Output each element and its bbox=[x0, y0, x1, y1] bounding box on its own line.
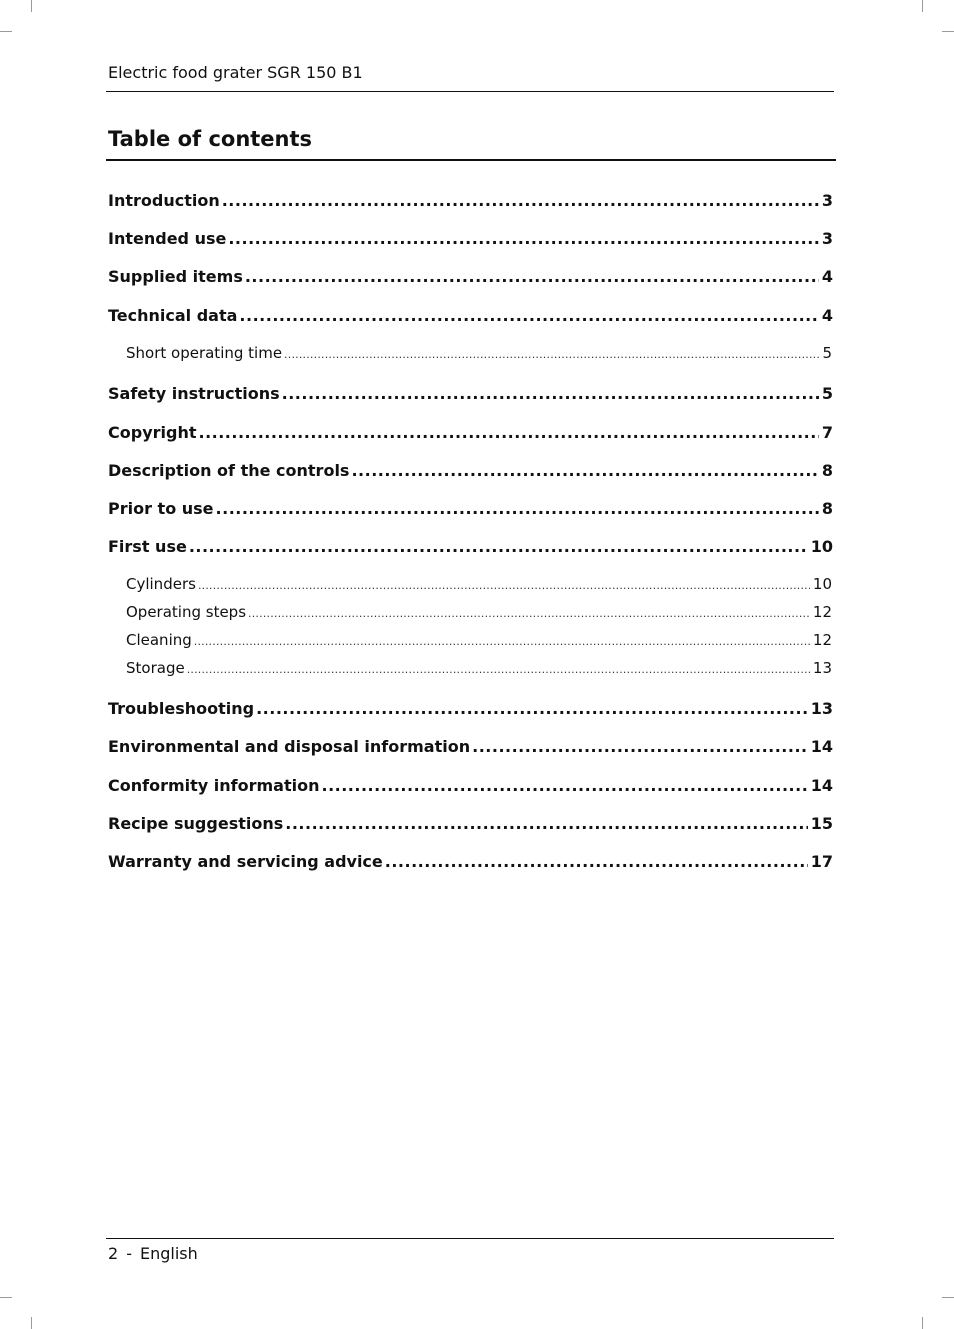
toc-leader-dots bbox=[239, 305, 818, 327]
toc-entry-page: 5 bbox=[822, 344, 832, 362]
toc-leader-dots bbox=[282, 383, 819, 405]
toc-entry[interactable] bbox=[108, 228, 833, 250]
toc-entry[interactable] bbox=[108, 536, 833, 558]
toc-leader-dots bbox=[256, 698, 808, 720]
toc-subentry[interactable] bbox=[126, 602, 832, 624]
toc-entry-title: Cleaning bbox=[126, 631, 192, 649]
toc-entry[interactable] bbox=[108, 698, 833, 720]
toc-entry[interactable] bbox=[108, 383, 833, 405]
toc-entry[interactable] bbox=[108, 190, 833, 212]
toc-leader-dots bbox=[351, 460, 818, 482]
toc-entry-page: 13 bbox=[810, 699, 833, 718]
toc-entry[interactable] bbox=[108, 498, 833, 520]
header-rule bbox=[106, 91, 834, 92]
toc-entry[interactable] bbox=[108, 813, 833, 835]
toc-entry-title: Prior to use bbox=[108, 499, 214, 518]
toc-entry-title: Safety instructions bbox=[108, 384, 280, 403]
toc-leader-dots bbox=[198, 422, 818, 444]
toc-leader-dots bbox=[284, 345, 819, 365]
toc-leader-dots bbox=[285, 813, 807, 835]
toc-entry-page: 14 bbox=[810, 737, 833, 756]
toc-leader-dots bbox=[198, 576, 810, 596]
toc-entry-title: Operating steps bbox=[126, 603, 247, 621]
toc-leader-dots bbox=[385, 851, 808, 873]
page-number: 2 bbox=[108, 1244, 119, 1263]
toc-entry-page: 4 bbox=[821, 306, 833, 325]
toc-entry[interactable] bbox=[108, 422, 833, 444]
toc-entry-title: Supplied items bbox=[108, 267, 243, 286]
toc-entry[interactable] bbox=[108, 460, 833, 482]
toc-entry[interactable] bbox=[108, 775, 833, 797]
toc-entry-title: Technical data bbox=[108, 306, 238, 325]
toc-entry-page: 8 bbox=[821, 461, 833, 480]
toc-entry-page: 12 bbox=[812, 603, 832, 621]
crop-mark bbox=[31, 1317, 32, 1329]
toc-leader-dots bbox=[194, 632, 810, 652]
toc-entry-title: First use bbox=[108, 537, 187, 556]
footer-separator: - bbox=[126, 1244, 132, 1263]
toc-entry-title: Troubleshooting bbox=[108, 699, 255, 718]
toc-entry-title: Description of the controls bbox=[108, 461, 350, 480]
toc-subentry[interactable] bbox=[126, 658, 832, 680]
toc-entry-title: Warranty and servicing advice bbox=[108, 852, 383, 871]
toc-entry-page: 3 bbox=[821, 229, 833, 248]
toc-entry[interactable] bbox=[108, 266, 833, 288]
toc-subentry[interactable] bbox=[126, 630, 832, 652]
toc-entry-title: Short operating time bbox=[126, 344, 283, 362]
footer-language: English bbox=[139, 1244, 198, 1263]
toc-entry-page: 8 bbox=[821, 499, 833, 518]
footer-rule bbox=[106, 1238, 834, 1239]
toc-leader-dots bbox=[245, 266, 819, 288]
crop-mark bbox=[942, 31, 954, 32]
toc-entry-title: Conformity information bbox=[108, 776, 320, 795]
toc-entry-title: Recipe suggestions bbox=[108, 814, 284, 833]
crop-mark bbox=[31, 0, 32, 12]
toc-leader-dots bbox=[222, 190, 819, 212]
toc-entry-title: Introduction bbox=[108, 191, 220, 210]
toc-entry-page: 12 bbox=[812, 631, 832, 649]
toc-entry-title: Cylinders bbox=[126, 575, 196, 593]
toc-entry-page: 10 bbox=[812, 575, 832, 593]
crop-mark bbox=[0, 31, 12, 32]
toc-entry-page: 4 bbox=[821, 267, 833, 286]
toc-leader-dots bbox=[248, 604, 810, 624]
toc-entry-page: 14 bbox=[810, 776, 833, 795]
page-footer bbox=[108, 1244, 198, 1264]
toc-heading: Table of contents bbox=[108, 127, 313, 151]
toc-leader-dots bbox=[189, 536, 808, 558]
toc-leader-dots bbox=[228, 228, 819, 250]
toc-entry-title: Environmental and disposal information bbox=[108, 737, 471, 756]
toc-entry-page: 15 bbox=[810, 814, 833, 833]
toc-entry-title: Intended use bbox=[108, 229, 227, 248]
crop-mark bbox=[922, 0, 923, 12]
toc-entry-page: 3 bbox=[821, 191, 833, 210]
crop-mark bbox=[922, 1317, 923, 1329]
toc-entry-title: Storage bbox=[126, 659, 185, 677]
toc-entry[interactable] bbox=[108, 305, 833, 327]
document-header-title: Electric food grater SGR 150 B1 bbox=[108, 63, 363, 82]
toc-subentry[interactable] bbox=[126, 343, 832, 365]
toc-entry-page: 10 bbox=[810, 537, 833, 556]
toc-leader-dots bbox=[187, 660, 810, 680]
toc-heading-rule bbox=[106, 159, 836, 161]
toc-subentry[interactable] bbox=[126, 574, 832, 596]
toc-leader-dots bbox=[216, 498, 819, 520]
toc-entry-title: Copyright bbox=[108, 423, 197, 442]
crop-mark bbox=[0, 1297, 12, 1298]
toc-entry-page: 5 bbox=[821, 384, 833, 403]
toc-entry[interactable] bbox=[108, 736, 833, 758]
toc-entry-page: 13 bbox=[812, 659, 832, 677]
toc-leader-dots bbox=[321, 775, 807, 797]
toc-leader-dots bbox=[472, 736, 808, 758]
toc-entry-page: 7 bbox=[821, 423, 833, 442]
toc-entry-page: 17 bbox=[810, 852, 833, 871]
toc-entry[interactable] bbox=[108, 851, 833, 873]
crop-mark bbox=[942, 1297, 954, 1298]
